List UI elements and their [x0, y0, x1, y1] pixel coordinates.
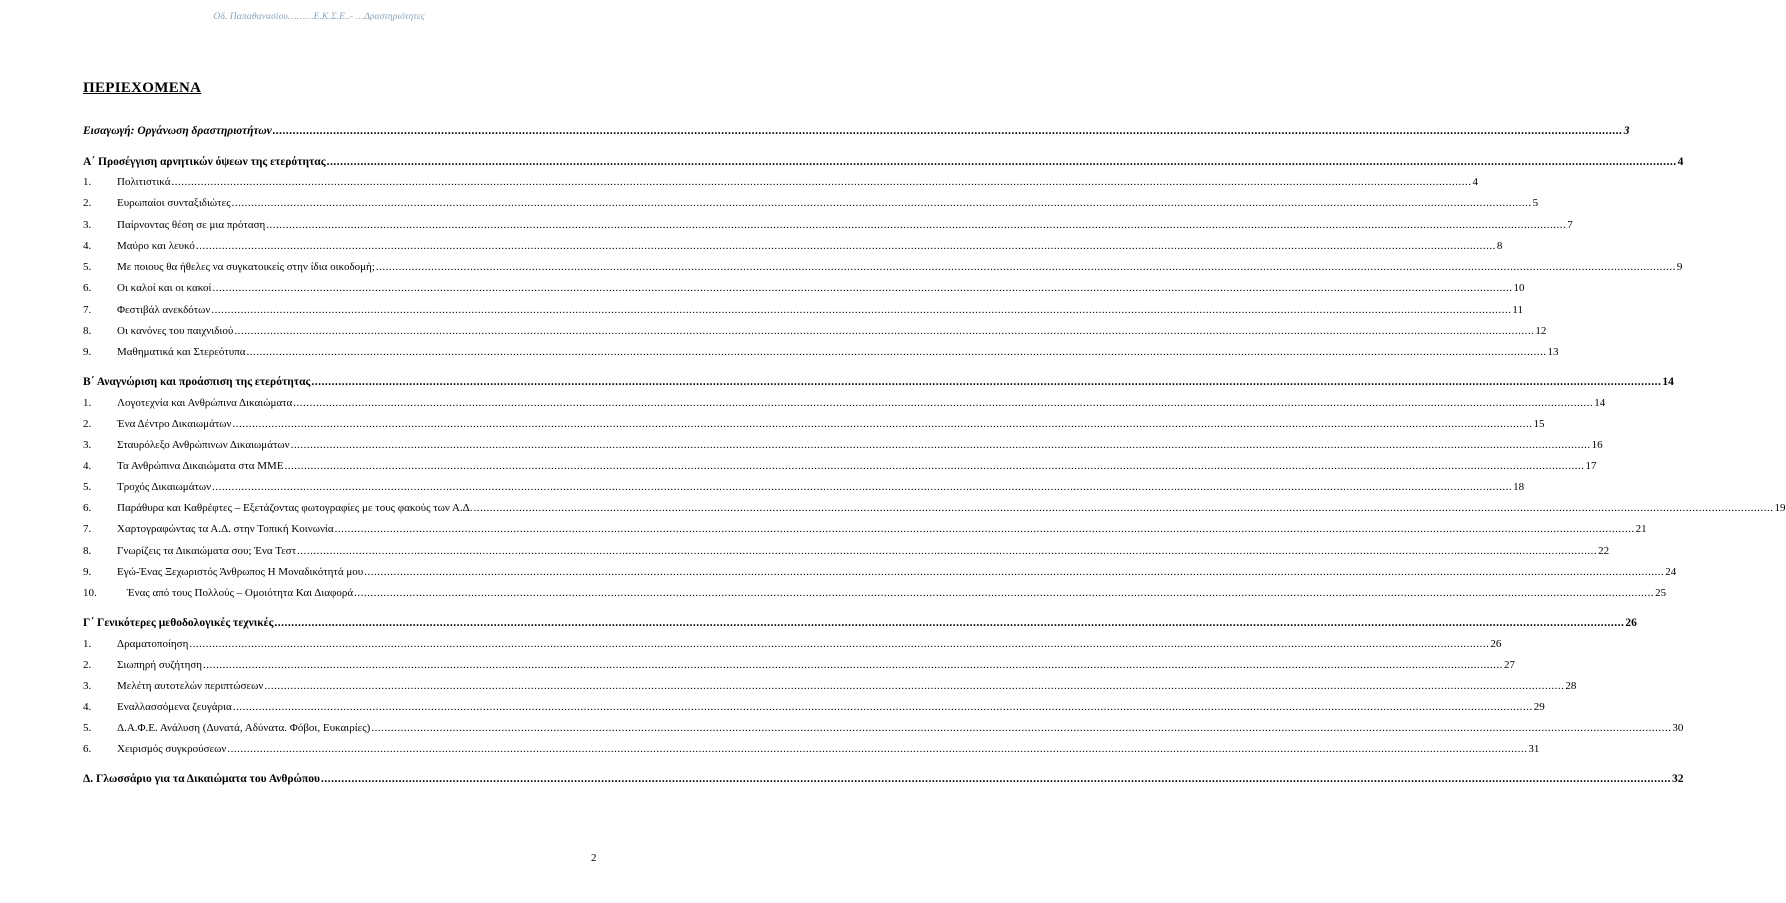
toc-item-number: 6. [83, 282, 92, 294]
toc-item-page: 17 [1585, 460, 1597, 472]
toc-item-title: Μελέτη αυτοτελών περιπτώσεων [117, 680, 264, 692]
toc-item-page: 9 [1676, 261, 1683, 273]
toc-item-number: 4. [83, 701, 92, 713]
toc-item [83, 659, 1516, 672]
toc-item-title: Εισαγωγή: Οργάνωση δραστηριοτήτων [83, 125, 272, 137]
toc-item-title: Σταυρόλεξο Ανθρώπινων Δικαιωμάτων [117, 439, 290, 451]
toc-item [83, 304, 1523, 317]
dot-leader: ................................................................................................................................................................................................................................................................................................................................................................................................................ [274, 617, 1625, 629]
dot-leader: ................................................................................................................................................................................................................................................................................................................................................................................................................ [234, 325, 1535, 337]
dot-leader: ................................................................................................................................................................................................................................................................................................................................................................................................................ [264, 680, 1565, 692]
toc-section-heading [83, 773, 1684, 786]
toc-item-title: Τα Ανθρώπινα Δικαιώματα στα ΜΜΕ [117, 460, 284, 472]
toc-section-heading [83, 376, 1674, 389]
toc-item [83, 397, 1606, 410]
toc-item-page: 26 [1625, 617, 1637, 629]
toc-item [83, 346, 1559, 359]
toc-item-number: 2. [83, 659, 92, 671]
toc-item [83, 240, 1503, 253]
dot-leader: ................................................................................................................................................................................................................................................................................................................................................................................................................ [266, 219, 1567, 231]
dot-leader: ................................................................................................................................................................................................................................................................................................................................................................................................................ [232, 418, 1533, 430]
dot-leader: ................................................................................................................................................................................................................................................................................................................................................................................................................ [227, 743, 1528, 755]
toc-item [83, 638, 1502, 651]
toc-item-number: 8. [83, 545, 92, 557]
toc-item-title: Με ποιους θα ήθελες να συγκατοικείς στην ίδια οικοδομή; [117, 261, 375, 273]
toc-item [83, 680, 1577, 693]
toc-item-title: Μαύρο και λευκό [117, 240, 195, 252]
toc-item [83, 325, 1547, 338]
dot-leader: ................................................................................................................................................................................................................................................................................................................................................................................................................ [293, 397, 1594, 409]
toc-item-number: 9. [83, 566, 92, 578]
toc-item-page: 16 [1591, 439, 1603, 451]
toc-item-title: Δ.Α.Φ.Ε. Ανάλυση (Δυνατά, Αδύνατα. Φόβοι, Ευκαιρίες) [117, 722, 371, 734]
toc-item [83, 523, 1647, 536]
toc-item-page: 7 [1567, 219, 1573, 231]
toc-item-page: 25 [1655, 587, 1667, 599]
toc-item-page: 15 [1533, 418, 1545, 430]
toc-item-number: 7. [83, 304, 92, 316]
dot-leader: ................................................................................................................................................................................................................................................................................................................................................................................................................ [189, 638, 1490, 650]
toc-item-page: 3 [1623, 125, 1630, 137]
toc-item-page: 21 [1635, 523, 1647, 535]
toc-item-title: Χειρισμός συγκρούσεων [117, 743, 227, 755]
toc-section-heading [83, 125, 1630, 138]
toc-item [83, 418, 1545, 431]
toc-item-page: 30 [1672, 722, 1684, 734]
dot-leader: ................................................................................................................................................................................................................................................................................................................................................................................................................ [311, 376, 1662, 388]
toc-item [83, 261, 1683, 274]
dot-leader: ................................................................................................................................................................................................................................................................................................................................................................................................................ [212, 481, 1513, 493]
toc-section-heading [83, 617, 1637, 630]
toc-item-title: Ένα Δέντρο Δικαιωμάτων [117, 418, 232, 430]
toc-item [83, 481, 1525, 494]
toc-item-title: Φεστιβάλ ανεκδότων [117, 304, 211, 316]
toc-item-title: Ευρωπαίοι συνταξιδιώτες [117, 197, 231, 209]
dot-leader: ................................................................................................................................................................................................................................................................................................................................................................................................................ [272, 125, 1623, 137]
toc-item-number: 3. [83, 680, 92, 692]
toc-item [83, 219, 1573, 232]
toc-title: ΠΕΡΙΕΧΟΜΕΝΑ [83, 80, 202, 96]
toc-item-number: 8. [83, 325, 92, 337]
toc-item-title: Σιωπηρή συζήτηση [117, 659, 203, 671]
toc-item-title: Εναλλασσόμενα ζευγάρια [117, 701, 232, 713]
toc-item [83, 282, 1525, 295]
toc-item [83, 587, 1667, 600]
toc-item-title: Πολιτιστικά [117, 176, 171, 188]
toc-item-page: 12 [1535, 325, 1547, 337]
toc-item-page: 32 [1672, 773, 1684, 785]
page-number: 2 [591, 852, 597, 864]
toc-item-number: 5. [83, 261, 92, 273]
toc-item-page: 4 [1472, 176, 1479, 188]
toc-item-number: 1. [83, 176, 92, 188]
toc-item-page: 8 [1496, 240, 1503, 252]
toc-item-page: 27 [1504, 659, 1516, 671]
toc-item-number: 1. [83, 638, 92, 650]
toc-item [83, 460, 1597, 473]
toc-item [83, 701, 1545, 714]
toc-item-page: 14 [1594, 397, 1606, 409]
toc-item-page: 22 [1598, 545, 1610, 557]
dot-leader: ................................................................................................................................................................................................................................................................................................................................................................................................................ [354, 587, 1655, 599]
toc-item-page: 26 [1490, 638, 1502, 650]
dot-leader: ................................................................................................................................................................................................................................................................................................................................................................................................................ [375, 261, 1676, 273]
toc-item [83, 566, 1677, 579]
toc-item-page: 19 [1774, 502, 1786, 514]
toc-item-page: 28 [1565, 680, 1577, 692]
toc-item [83, 197, 1539, 210]
toc-item-number: 4. [83, 460, 92, 472]
toc-item-page: 5 [1532, 197, 1539, 209]
dot-leader: ................................................................................................................................................................................................................................................................................................................................................................................................................ [326, 156, 1677, 168]
dot-leader: ................................................................................................................................................................................................................................................................................................................................................................................................................ [371, 722, 1672, 734]
toc-item-title: Παίρνοντας θέση σε μια πρόταση [117, 219, 266, 231]
toc-item-number: 9. [83, 346, 92, 358]
dot-leader: ................................................................................................................................................................................................................................................................................................................................................................................................................ [231, 197, 1532, 209]
toc-item-number: 10. [83, 587, 97, 599]
toc-item-number: 1. [83, 397, 92, 409]
toc-section-heading [83, 156, 1684, 169]
toc-item-title: Μαθηματικά και Στερεότυπα [117, 346, 246, 358]
dot-leader: ................................................................................................................................................................................................................................................................................................................................................................................................................ [211, 304, 1512, 316]
toc-item-page: 4 [1677, 156, 1684, 168]
toc-item-title: Γνωρίζεις τα Δικαιώματα σου; Ένα Τεστ [117, 545, 297, 557]
toc-item-number: 7. [83, 523, 92, 535]
toc-item-page: 10 [1513, 282, 1525, 294]
toc-item-number: 5. [83, 722, 92, 734]
toc-item-number: 2. [83, 418, 92, 430]
toc-item [83, 743, 1540, 756]
dot-leader: ................................................................................................................................................................................................................................................................................................................................................................................................................ [284, 460, 1585, 472]
toc-item-number: 2. [83, 197, 92, 209]
toc-item-title: Δραματοποίηση [117, 638, 189, 650]
toc-item [83, 545, 1610, 558]
running-header: Οδ. Παπαθανασίου………Ε.Κ.Σ.Ε..- …Δραστηριότητες [213, 12, 425, 22]
toc-item-title: Α΄ Προσέγγιση αρνητικών όψεων της ετερότητας [83, 156, 326, 168]
toc-item-page: 11 [1512, 304, 1523, 316]
toc-item-number: 3. [83, 439, 92, 451]
toc-item-page: 14 [1662, 376, 1674, 388]
dot-leader: ................................................................................................................................................................................................................................................................................................................................................................................................................ [212, 282, 1513, 294]
dot-leader: ................................................................................................................................................................................................................................................................................................................................................................................................................ [195, 240, 1496, 252]
toc-item-title: Οι καλοί και οι κακοί [117, 282, 212, 294]
toc-item [83, 722, 1684, 735]
toc-item-title: Δ. Γλωσσάριο για τα Δικαιώματα του Ανθρώπου [83, 773, 320, 785]
toc-item-page: 18 [1513, 481, 1525, 493]
toc-item-title: Τροχός Δικαιωμάτων [117, 481, 212, 493]
toc-item [83, 502, 1786, 515]
toc-item-page: 13 [1547, 346, 1559, 358]
dot-leader: ................................................................................................................................................................................................................................................................................................................................................................................................................ [203, 659, 1504, 671]
toc-item-title: Οι κανόνες του παιχνιδιού [117, 325, 234, 337]
toc-item-title: Χαρτογραφώντας τα Α.Δ. στην Τοπική Κοινωνία [117, 523, 334, 535]
toc-item-number: 6. [83, 502, 92, 514]
toc-item-title: Εγώ-Ένας Ξεχωριστός Άνθρωπος Η Μοναδικότητά μου [117, 566, 364, 578]
toc-item-title: Παράθυρα και Καθρέφτες – Εξετάζοντας φωτογραφίες με τους φακούς των Α.Δ. [117, 502, 473, 514]
dot-leader: ................................................................................................................................................................................................................................................................................................................................................................................................................ [246, 346, 1547, 358]
toc-item-number: 4. [83, 240, 92, 252]
dot-leader: ................................................................................................................................................................................................................................................................................................................................................................................................................ [321, 773, 1671, 785]
dot-leader: ................................................................................................................................................................................................................................................................................................................................................................................................................ [334, 523, 1635, 535]
dot-leader: ................................................................................................................................................................................................................................................................................................................................................................................................................ [364, 566, 1665, 578]
toc-item-number: 3. [83, 219, 92, 231]
toc-item-title: Ένας από τους Πολλούς – Ομοιότητα Και Διαφορά [127, 587, 354, 599]
toc-item-number: 6. [83, 743, 92, 755]
dot-leader: ................................................................................................................................................................................................................................................................................................................................................................................................................ [171, 176, 1472, 188]
dot-leader: ................................................................................................................................................................................................................................................................................................................................................................................................................ [232, 701, 1533, 713]
toc-item-page: 24 [1665, 566, 1677, 578]
dot-leader: ................................................................................................................................................................................................................................................................................................................................................................................................................ [290, 439, 1591, 451]
dot-leader: ................................................................................................................................................................................................................................................................................................................................................................................................................ [297, 545, 1598, 557]
toc-item [83, 439, 1603, 452]
toc-item-title: Β΄ Αναγνώριση και προάσπιση της ετερότητας [83, 376, 311, 388]
toc-item-number: 5. [83, 481, 92, 493]
dot-leader: ................................................................................................................................................................................................................................................................................................................................................................................................................ [473, 502, 1774, 514]
toc-item-page: 31 [1528, 743, 1540, 755]
toc-item [83, 176, 1479, 189]
toc-item-page: 29 [1533, 701, 1545, 713]
toc-item-title: Γ΄ Γενικότερες μεθοδολογικές τεχνικές [83, 617, 274, 629]
toc-item-title: Λογοτεχνία και Ανθρώπινα Δικαιώματα [117, 397, 293, 409]
